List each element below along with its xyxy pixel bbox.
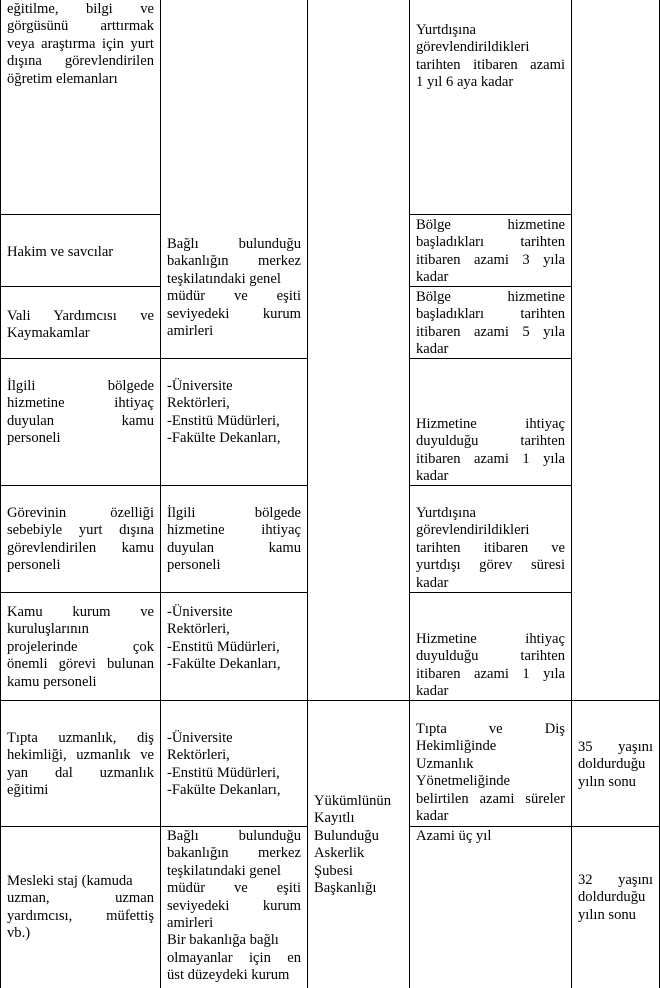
row-divider	[409, 592, 571, 593]
cell-text-line: bakanlığın merkez	[167, 253, 301, 270]
cell-text-line: yılın sonu	[578, 906, 636, 923]
military-office-cell	[307, 791, 409, 897]
cell-text-line: -Enstitü Müdürleri,	[167, 764, 280, 781]
duration-cell	[409, 826, 571, 845]
cell-text-line: Mesleki staj (kamuda	[7, 873, 133, 889]
cell-text-line: itibaren azami 1 yıla	[416, 665, 565, 682]
cell-text-line: görgüsünü arttırmak	[7, 18, 154, 35]
cell-text-line: kamu personeli	[7, 673, 97, 690]
cell-text-line: seviyedeki kurum	[167, 897, 301, 914]
cell-text-line: Bağlı bulunduğu	[167, 828, 301, 844]
personnel-cell	[0, 503, 160, 575]
duration-cell	[409, 215, 571, 287]
row-divider	[0, 286, 160, 287]
cell-text-line: kadar	[416, 341, 449, 358]
cell-text-line: eğitimi	[7, 782, 49, 799]
cell-text-line: yurtdışı görev süresi	[416, 557, 565, 574]
personnel-cell	[0, 871, 160, 943]
cell-text-line: Görevinin özelliği	[7, 505, 154, 521]
cell-text-line: Azami üç yıl	[416, 828, 492, 844]
cell-text-line: kadar	[416, 269, 449, 286]
cell-text-line: -Fakülte Dekanları,	[167, 782, 281, 799]
cell-text-line: yan dal uzmanlık	[7, 764, 154, 781]
cell-text-line: Yönetmeliğinde	[416, 773, 511, 790]
personnel-cell	[0, 728, 160, 800]
cell-text-line: seviyedeki kurum	[167, 305, 301, 322]
cell-text-line: Yurtdışına	[416, 505, 476, 521]
cell-text-line: Yurtdışına	[416, 22, 476, 38]
authority-cell	[160, 234, 307, 340]
cell-text-line: personeli	[167, 557, 221, 574]
cell-text-line: hekimliği, uzmanlık ve	[7, 747, 154, 764]
cell-text-line: duyulduğu tarihten	[416, 433, 565, 450]
cell-text-line: personeli	[7, 557, 61, 574]
cell-text-line: olmayanlar için en	[167, 949, 301, 966]
authority-cell	[160, 826, 307, 985]
cell-text-line: başladıkları tarihten	[416, 306, 565, 323]
cell-text-line: duyulan kamu	[7, 412, 154, 429]
cell-text-line: itibaren azami 1 yıla	[416, 450, 565, 467]
cell-text-line: müdür ve eşiti	[167, 288, 301, 305]
cell-text-line: Bir bakanlığa bağlı	[167, 932, 279, 949]
cell-text-line: amirleri	[167, 323, 214, 340]
cell-text-line: kadar	[416, 468, 449, 485]
cell-text-line: hizmetine ihtiyaç	[167, 522, 301, 539]
cell-text-line: doldurduğu	[578, 889, 646, 906]
cell-text-line: Hizmetine ihtiyaç	[416, 631, 565, 647]
cell-text-line: kadar	[416, 683, 449, 700]
cell-text-line: Yükümlünün	[314, 793, 392, 809]
duration-cell	[409, 20, 571, 92]
authority-cell	[160, 728, 307, 800]
personnel-cell	[0, 602, 160, 691]
cell-text-line: projelerinde çok	[7, 638, 154, 655]
personnel-cell	[0, 0, 160, 88]
cell-text-line: kuruluşlarının	[7, 621, 89, 638]
row-divider	[0, 485, 307, 486]
cell-text-line: Bulunduğu	[314, 827, 379, 844]
age-limit-cell	[571, 870, 659, 924]
cell-text-line: Vali Yardımcısı ve	[7, 308, 154, 324]
row-divider	[0, 592, 307, 593]
cell-text-line: Kamu kurum ve	[7, 604, 154, 620]
cell-text-line: -Fakülte Dekanları,	[167, 656, 281, 673]
cell-text-line: -Enstitü Müdürleri,	[167, 638, 280, 655]
column-divider-4	[571, 0, 572, 988]
cell-text-line: Uzmanlık	[416, 755, 474, 772]
cell-text-line: itibaren azami 5 yıla	[416, 323, 565, 340]
cell-text-line: Başkanlığı	[314, 880, 377, 897]
authority-cell	[160, 602, 307, 674]
cell-text-line: görevlendirilen kamu	[7, 539, 154, 556]
cell-text-line: tarihten itibaren ve	[416, 539, 565, 556]
cell-text-line: 32 yaşını	[578, 872, 653, 888]
cell-text-line: Rektörleri,	[167, 621, 230, 638]
table-border-left	[0, 0, 1, 988]
authority-cell	[160, 376, 307, 448]
cell-text-line: görevlendirildikleri	[416, 522, 530, 539]
duration-cell	[409, 287, 571, 359]
cell-text-line: bakanlığın merkez	[167, 845, 301, 862]
personnel-cell	[0, 242, 160, 261]
cell-text-line: Tıpta ve Diş	[416, 721, 565, 737]
cell-text-line: başladıkları tarihten	[416, 234, 565, 251]
cell-text-line: doldurduğu	[578, 756, 646, 773]
cell-text-line: tarihten itibaren azami	[416, 56, 565, 73]
cell-text-line: teşkilatındaki genel	[167, 270, 281, 287]
cell-text-line: İlgili bölgede	[167, 505, 301, 521]
cell-text-line: öğretim elemanları	[7, 70, 118, 87]
cell-text-line: dışına görevlendirilen	[7, 53, 154, 70]
cell-text-line: -Enstitü Müdürleri,	[167, 412, 280, 429]
row-divider	[0, 358, 307, 359]
duration-cell	[409, 414, 571, 486]
cell-text-line: yılın sonu	[578, 773, 636, 790]
cell-text-line: belirtilen azami süreler	[416, 790, 565, 807]
cell-text-line: eğitilme, bilgi ve	[7, 1, 154, 17]
cell-text-line: Rektörleri,	[167, 747, 230, 764]
authority-cell	[160, 503, 307, 575]
cell-text-line: teşkilatındaki genel	[167, 862, 281, 879]
cell-text-line: önemli görevi bulunan	[7, 656, 154, 673]
personnel-cell	[0, 306, 160, 343]
cell-text-line: Hekimliğinde	[416, 738, 497, 755]
cell-text-line: 35 yaşını	[578, 739, 653, 755]
cell-text-line: vb.)	[7, 925, 31, 942]
cell-text-line: görevlendirildikleri	[416, 39, 530, 56]
cell-text-line: müdür ve eşiti	[167, 880, 301, 897]
cell-text-line: Tıpta uzmanlık, diş	[7, 730, 154, 746]
cell-text-line: duyulduğu tarihten	[416, 648, 565, 665]
cell-text-line: Hakim ve savcılar	[7, 244, 114, 260]
cell-text-line: Kayıtlı	[314, 810, 355, 827]
cell-text-line: Bölge hizmetine	[416, 289, 565, 305]
age-limit-cell	[571, 737, 659, 791]
cell-text-line: üst düzeydeki kurum	[167, 967, 290, 984]
cell-text-line: Hizmetine ihtiyaç	[416, 416, 565, 432]
duration-cell	[409, 503, 571, 592]
cell-text-line: personeli	[7, 430, 61, 447]
cell-text-line: kadar	[416, 808, 449, 825]
cell-text-line: yardımcısı, müfettiş	[7, 907, 154, 924]
cell-text-line: -Üniversite	[167, 730, 233, 746]
cell-text-line: -Üniversite	[167, 378, 233, 394]
cell-text-line: uzman, uzman	[7, 890, 154, 907]
cell-text-line: Bağlı bulunduğu	[167, 236, 301, 252]
cell-text-line: Bölge hizmetine	[416, 217, 565, 233]
cell-text-line: kadar	[416, 574, 449, 591]
personnel-cell	[0, 376, 160, 448]
duration-cell	[409, 629, 571, 701]
cell-text-line: sebebiyle yurt dışına	[7, 522, 154, 539]
cell-text-line: İlgili bölgede	[7, 378, 154, 394]
cell-text-line: veya araştırma için yurt	[7, 35, 154, 52]
cell-text-line: duyulan kamu	[167, 539, 301, 556]
duration-cell	[409, 719, 571, 825]
row-divider	[0, 214, 160, 215]
cell-text-line: Şubesi	[314, 862, 353, 879]
cell-text-line: hizmetine ihtiyaç	[7, 395, 154, 412]
cell-text-line: -Fakülte Dekanları,	[167, 430, 281, 447]
cell-text-line: itibaren azami 3 yıla	[416, 251, 565, 268]
cell-text-line: Kaymakamlar	[7, 325, 90, 342]
cell-text-line: Askerlik	[314, 845, 365, 862]
cell-text-line: amirleri	[167, 915, 214, 932]
cell-text-line: 1 yıl 6 aya kadar	[416, 74, 514, 91]
cell-text-line: -Üniversite	[167, 604, 233, 620]
cell-text-line: Rektörleri,	[167, 395, 230, 412]
